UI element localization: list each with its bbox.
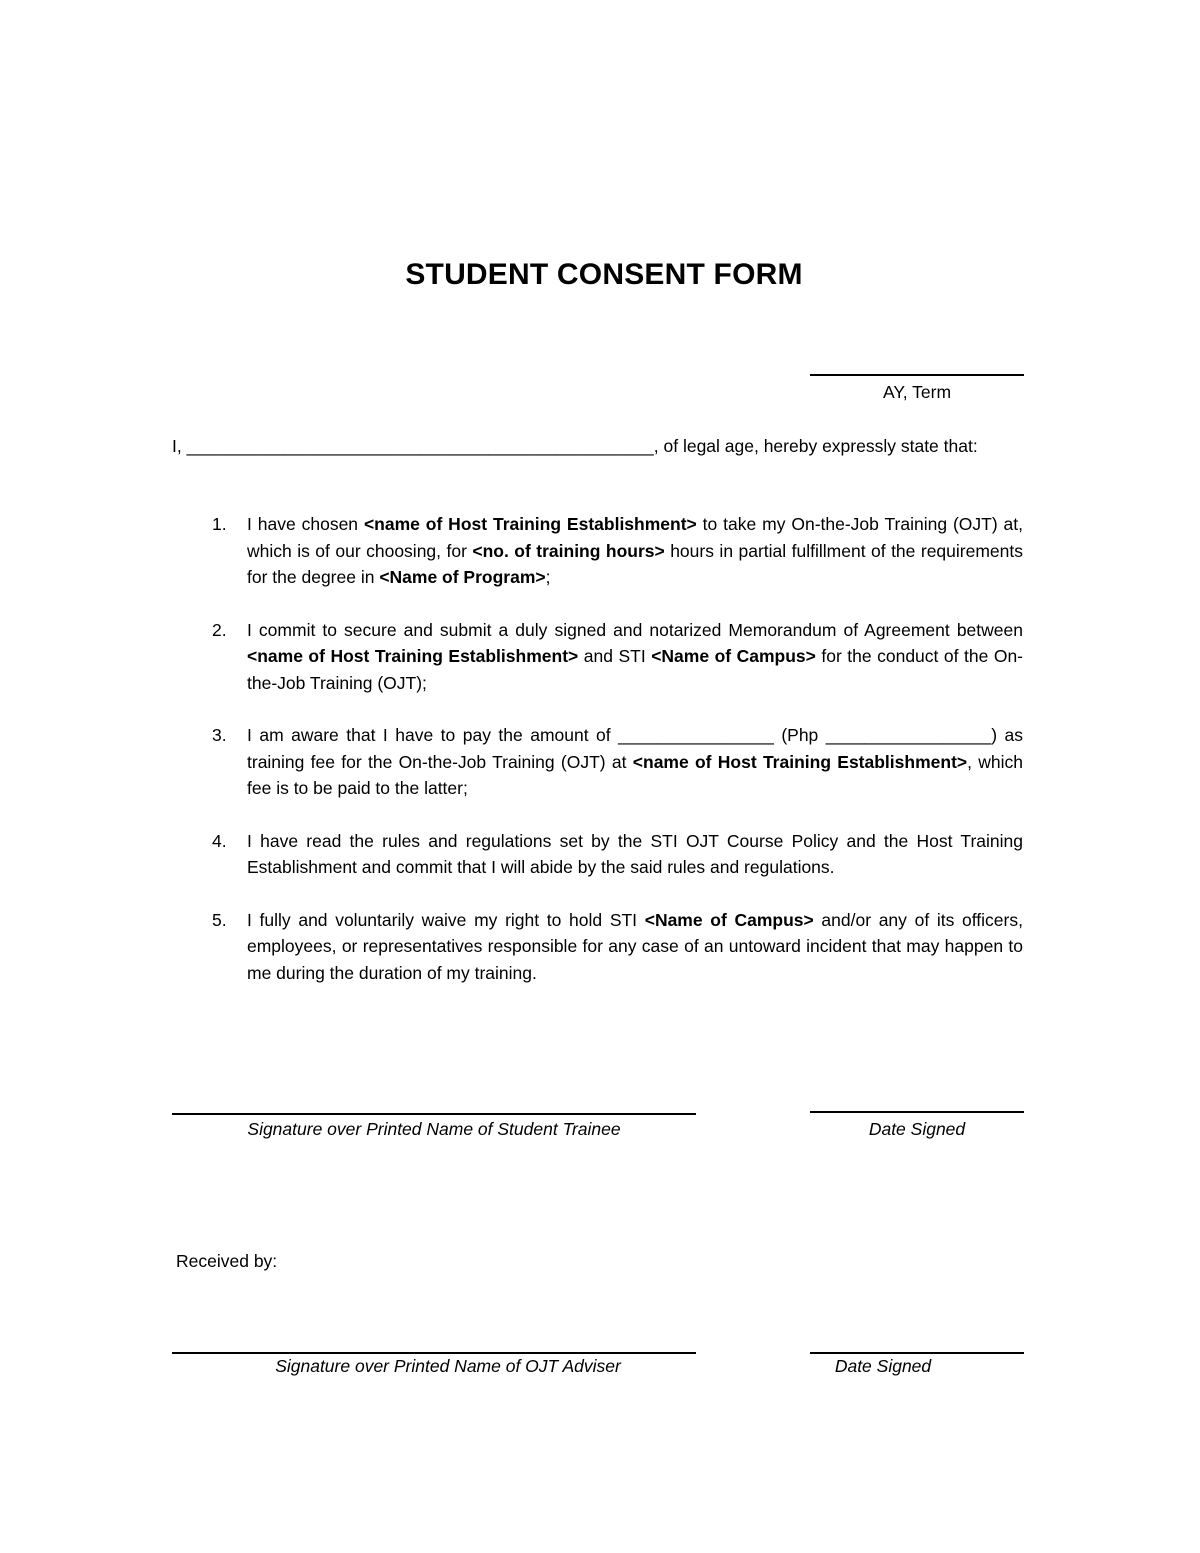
item-number: 4. — [212, 830, 227, 851]
received-by-label: Received by: — [176, 1251, 278, 1271]
adviser-date-label: Date Signed — [834, 1356, 932, 1376]
campus-placeholder: <Name of Campus> — [651, 646, 816, 666]
adviser-date-line — [810, 1352, 1024, 1354]
name-blank: ________________________________________________ — [186, 436, 654, 456]
adviser-signature-line — [172, 1352, 696, 1354]
item-text: , which fee is to be paid to the latter; — [247, 751, 1024, 798]
item-text: I fully and voluntarily waive my right to hold STI — [247, 909, 645, 930]
consent-items — [172, 511, 1023, 1012]
item-text: ; — [545, 567, 551, 587]
consent-item-3 — [172, 722, 1023, 802]
host-establishment-placeholder: <name of Host Training Establishment> — [363, 514, 697, 534]
item-text: I have chosen — [247, 514, 364, 534]
student-signature-label: Signature over Printed Name of Student Trainee — [247, 1119, 621, 1139]
consent-item-2 — [172, 617, 1023, 697]
training-hours-placeholder: <no. of training hours> — [472, 540, 665, 561]
adviser-signature-label: Signature over Printed Name of OJT Adviser — [275, 1356, 621, 1376]
item-text: I commit to secure and submit a duly signed and notarized Memorandum of Agreement between — [247, 619, 1023, 640]
item-number: 3. — [212, 725, 227, 745]
program-placeholder: <Name of Program> — [379, 567, 546, 587]
consent-item-4 — [172, 828, 1023, 881]
student-signature-line — [172, 1113, 696, 1115]
item-number: 2. — [212, 619, 227, 640]
consent-item-1 — [172, 511, 1023, 591]
intro-statement — [172, 433, 1023, 460]
item-text: I am aware that I have to pay the amount of ________________ (Php _________________) as training fee for the On-the-Job Training (OJT) at — [247, 725, 1023, 772]
item-text: and STI — [578, 646, 652, 666]
ay-term-line — [810, 374, 1024, 376]
item-text: and/or any of its officers, employees, or representatives responsible for any case of an untoward incident that may happen to me during the duration of my training. — [247, 909, 1023, 983]
item-text: hours in partial fulfillment of the requirements for the degree in — [247, 540, 1023, 587]
form-title: STUDENT CONSENT FORM — [405, 258, 803, 291]
campus-placeholder: <Name of Campus> — [644, 909, 814, 930]
item-number: 1. — [212, 514, 227, 534]
item-text: I have read the rules and regulations set by the STI OJT Course Policy and the Host Training Establishment and commit that I will abide by the said rules and regulations. — [247, 830, 1023, 877]
ay-term-label: AY, Term — [882, 382, 952, 402]
item-number: 5. — [212, 909, 227, 930]
item-text: to take my On-the-Job Training (OJT) at, which is of our choosing, for — [247, 514, 1024, 561]
intro-suffix: , of legal age, hereby expressly state that: — [653, 436, 978, 456]
item-text: for the conduct of the On-the-Job Training (OJT); — [247, 646, 1024, 693]
consent-item-5 — [172, 907, 1023, 987]
host-establishment-placeholder: <name of Host Training Establishment> — [247, 646, 579, 666]
host-establishment-placeholder: <name of Host Training Establishment> — [632, 751, 968, 772]
student-date-label: Date Signed — [868, 1119, 966, 1139]
student-date-line — [810, 1111, 1024, 1113]
intro-prefix: I, — [172, 436, 187, 456]
